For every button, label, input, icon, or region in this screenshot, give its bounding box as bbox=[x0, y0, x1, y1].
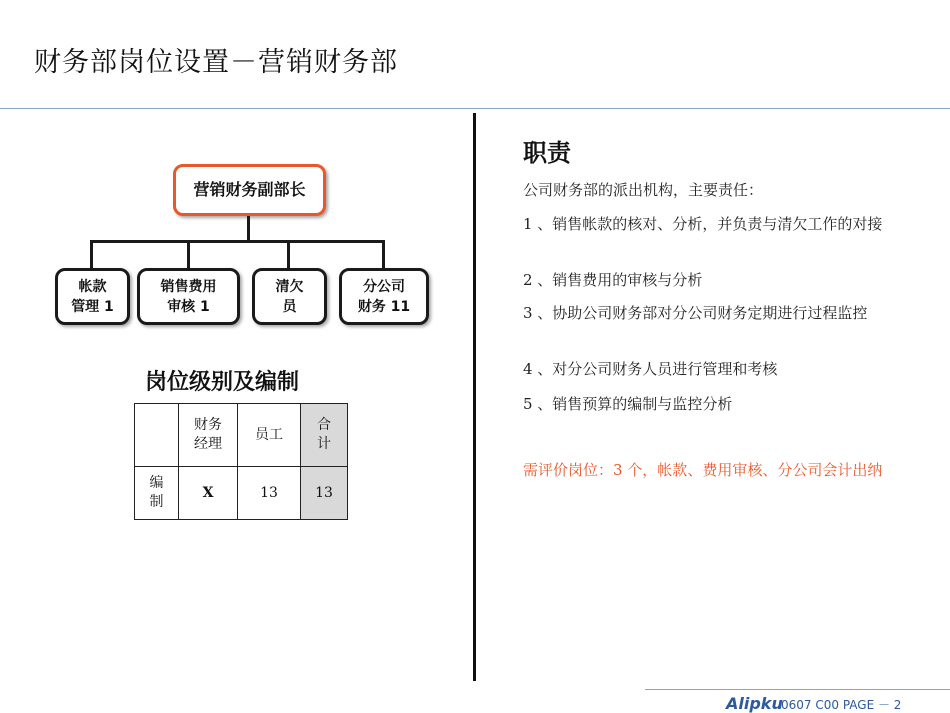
table-header-cell bbox=[179, 404, 238, 467]
header-line: 财务 bbox=[194, 417, 222, 433]
footer-divider bbox=[645, 689, 950, 690]
evaluation-note: 需评价岗位：3 个，帐款、费用审核、分公司会计出纳 bbox=[523, 461, 883, 479]
duty-item: 1 、销售帐款的核对、分析，并负责与清欠工作的对接 bbox=[523, 215, 883, 233]
org-connector-drop-1 bbox=[90, 240, 93, 268]
header-line: 经理 bbox=[194, 436, 222, 452]
table-header-row bbox=[135, 404, 348, 467]
grade-table bbox=[134, 403, 348, 520]
table-row bbox=[135, 467, 348, 520]
grade-section-title: 岗位级别及编制 bbox=[145, 370, 300, 395]
table-header-cell: 员工 bbox=[238, 404, 301, 467]
header-line: 计 bbox=[317, 436, 331, 452]
duty-item: 4 、对分公司财务人员进行管理和考核 bbox=[523, 360, 778, 378]
org-child-line1: 销售费用 bbox=[160, 278, 217, 295]
page-title: 财务部岗位设置－营销财务部 bbox=[34, 47, 398, 78]
org-connector-horizontal bbox=[90, 240, 385, 243]
org-root-box bbox=[173, 164, 326, 216]
org-child-line1: 分公司 bbox=[362, 278, 405, 295]
duty-item: 2 、销售费用的审核与分析 bbox=[523, 271, 703, 289]
table-corner-cell bbox=[135, 404, 179, 467]
table-cell: 13 bbox=[301, 467, 348, 520]
org-child-line2: 管理 1 bbox=[71, 298, 114, 315]
org-child-line1: 帐款 bbox=[78, 278, 107, 295]
org-child-box bbox=[252, 268, 327, 325]
org-child-line2: 员 bbox=[282, 298, 297, 315]
row-label-line: 编 bbox=[149, 475, 164, 491]
org-child-box bbox=[339, 268, 429, 325]
duties-title: 职责 bbox=[523, 139, 571, 167]
column-divider bbox=[473, 113, 476, 681]
org-child-box bbox=[137, 268, 240, 325]
org-child-line1: 清欠 bbox=[275, 278, 304, 295]
page-number: 0607 C00 PAGE － 2 bbox=[781, 698, 902, 712]
org-connector-drop-4 bbox=[382, 240, 385, 268]
org-connector-drop-2 bbox=[187, 240, 190, 268]
duties-intro: 公司财务部的派出机构，主要责任： bbox=[523, 181, 764, 199]
table-cell: X bbox=[179, 467, 238, 520]
duty-item: 3 、协助公司财务部对分公司财务定期进行过程监控 bbox=[523, 304, 868, 322]
header-line: 合 bbox=[317, 417, 331, 433]
table-header-cell bbox=[301, 404, 348, 467]
duty-item: 5 、销售预算的编制与监控分析 bbox=[523, 395, 733, 413]
org-root-label: 营销财务副部长 bbox=[193, 180, 306, 199]
table-row-label bbox=[135, 467, 179, 520]
org-connector-vertical bbox=[247, 216, 250, 241]
org-child-line2: 财务 11 bbox=[357, 298, 411, 315]
org-connector-drop-3 bbox=[287, 240, 290, 268]
table-cell: 13 bbox=[238, 467, 301, 520]
org-child-line2: 审核 1 bbox=[167, 298, 210, 315]
row-label-line: 制 bbox=[149, 494, 164, 510]
org-child-box bbox=[55, 268, 130, 325]
company-logo: Alipku bbox=[726, 694, 783, 713]
title-divider bbox=[0, 108, 950, 109]
